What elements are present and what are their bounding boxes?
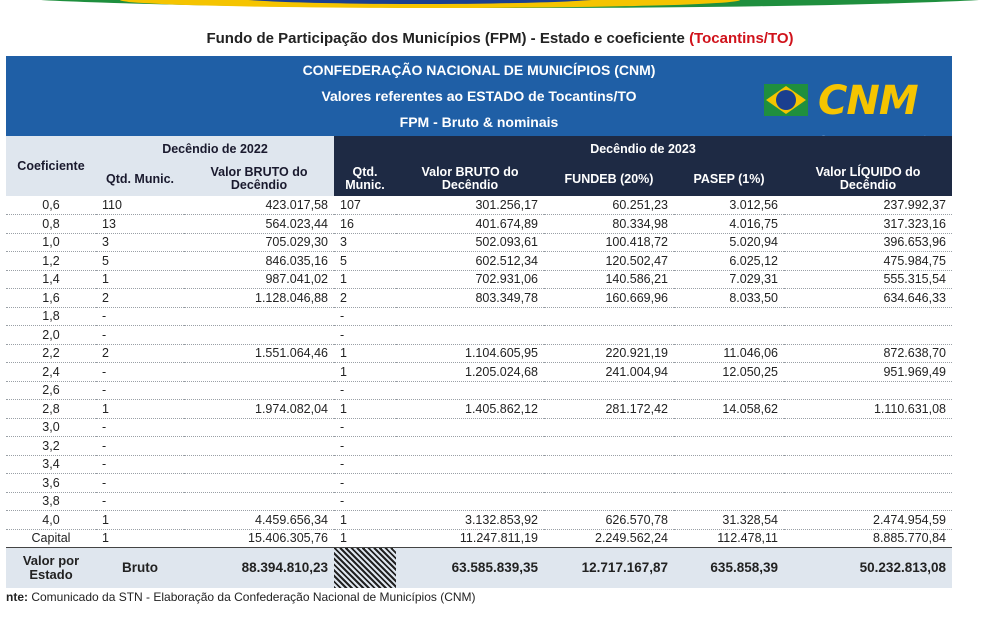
cell-fundeb xyxy=(544,455,674,474)
cell-pasep xyxy=(674,418,784,437)
cell-bruto-2022: 4.459.656,34 xyxy=(184,511,334,530)
cell-qtd-2022: 1 xyxy=(96,270,184,289)
col-header-bruto-2022: Valor BRUTO do Decêndio xyxy=(184,162,334,196)
cell-bruto-2023: 502.093,61 xyxy=(396,233,544,252)
cell-qtd-2022: 1 xyxy=(96,400,184,419)
cell-qtd-2022: - xyxy=(96,492,184,511)
total-row xyxy=(6,548,952,588)
cell-liquido: 317.323,16 xyxy=(784,215,952,234)
table-row xyxy=(6,252,952,271)
cell-bruto-2023 xyxy=(396,418,544,437)
cell-fundeb xyxy=(544,381,674,400)
cell-qtd-2023: - xyxy=(334,307,396,326)
cell-bruto-2022: 987.041,02 xyxy=(184,270,334,289)
total-bruto-2022: 88.394.810,23 xyxy=(184,548,334,588)
cell-bruto-2022 xyxy=(184,363,334,382)
table-row xyxy=(6,511,952,530)
cell-bruto-2023 xyxy=(396,326,544,345)
cell-liquido: 237.992,37 xyxy=(784,196,952,215)
source-note xyxy=(6,590,476,604)
cell-bruto-2023: 401.674,89 xyxy=(396,215,544,234)
header-line-fpm: FPM - Bruto & nominais xyxy=(399,114,559,130)
cell-pasep: 12.050,25 xyxy=(674,363,784,382)
cell-coeficiente: 3,4 xyxy=(6,455,96,474)
cell-pasep: 31.328,54 xyxy=(674,511,784,530)
cell-liquido xyxy=(784,326,952,345)
cell-liquido: 951.969,49 xyxy=(784,363,952,382)
cell-liquido: 1.110.631,08 xyxy=(784,400,952,419)
cell-bruto-2023 xyxy=(396,437,544,456)
cell-coeficiente: 3,0 xyxy=(6,418,96,437)
total-hatched-cell xyxy=(334,548,396,588)
cell-bruto-2023: 1.405.862,12 xyxy=(396,400,544,419)
cell-qtd-2022: 2 xyxy=(96,289,184,308)
cell-coeficiente: Capital xyxy=(6,529,96,548)
table-row xyxy=(6,455,952,474)
col-header-coeficiente: Coeficiente xyxy=(6,136,96,196)
cell-pasep: 6.025,12 xyxy=(674,252,784,271)
cell-liquido: 2.474.954,59 xyxy=(784,511,952,530)
table-row xyxy=(6,233,952,252)
cell-bruto-2022: 15.406.305,76 xyxy=(184,529,334,548)
source-prefix: nte: xyxy=(6,590,28,604)
cell-fundeb xyxy=(544,418,674,437)
cell-qtd-2023: 1 xyxy=(334,400,396,419)
cell-qtd-2022: 5 xyxy=(96,252,184,271)
cell-fundeb: 100.418,72 xyxy=(544,233,674,252)
col-header-qtd-2022: Qtd. Munic. xyxy=(96,162,184,196)
total-fundeb: 12.717.167,87 xyxy=(544,548,674,588)
table-row xyxy=(6,492,952,511)
cell-pasep: 11.046,06 xyxy=(674,344,784,363)
group-header-2022: Decêndio de 2022 xyxy=(96,136,334,162)
cell-bruto-2022: 1.128.046,88 xyxy=(184,289,334,308)
cell-fundeb: 241.004,94 xyxy=(544,363,674,382)
cell-qtd-2022: - xyxy=(96,474,184,493)
table-row xyxy=(6,289,952,308)
cell-qtd-2023: - xyxy=(334,437,396,456)
cell-qtd-2022: - xyxy=(96,363,184,382)
cell-qtd-2023: 3 xyxy=(334,233,396,252)
fpm-table xyxy=(6,136,952,588)
cell-bruto-2022: 1.551.064,46 xyxy=(184,344,334,363)
group-header-2023: Decêndio de 2023 xyxy=(334,136,952,162)
cell-bruto-2022: 846.035,16 xyxy=(184,252,334,271)
cell-fundeb xyxy=(544,307,674,326)
cell-coeficiente: 1,0 xyxy=(6,233,96,252)
cell-qtd-2023: 1 xyxy=(334,529,396,548)
col-header-qtd-2023: Qtd. Munic. xyxy=(334,162,396,196)
cell-bruto-2022 xyxy=(184,437,334,456)
cell-bruto-2022 xyxy=(184,492,334,511)
cell-pasep xyxy=(674,474,784,493)
cell-bruto-2023: 602.512,34 xyxy=(396,252,544,271)
cell-qtd-2023: - xyxy=(334,492,396,511)
cell-qtd-2023: - xyxy=(334,381,396,400)
col-header-liquido: Valor LÍQUIDO do Decêndio xyxy=(784,162,952,196)
col-header-pasep: PASEP (1%) xyxy=(674,162,784,196)
table-row xyxy=(6,381,952,400)
total-label: Valor por Estado xyxy=(6,548,96,588)
cell-liquido: 8.885.770,84 xyxy=(784,529,952,548)
cell-qtd-2022: - xyxy=(96,455,184,474)
cell-bruto-2022: 1.974.082,04 xyxy=(184,400,334,419)
cell-bruto-2023: 1.104.605,95 xyxy=(396,344,544,363)
table-row xyxy=(6,215,952,234)
fpm-table-body xyxy=(6,196,952,548)
cell-qtd-2022: - xyxy=(96,437,184,456)
header-line-state: Valores referentes ao ESTADO de Tocantins/TO xyxy=(321,88,637,104)
cell-fundeb: 626.570,78 xyxy=(544,511,674,530)
cell-liquido: 872.638,70 xyxy=(784,344,952,363)
cell-qtd-2022: 3 xyxy=(96,233,184,252)
cell-qtd-2022: - xyxy=(96,307,184,326)
cell-fundeb xyxy=(544,326,674,345)
cell-bruto-2022: 705.029,30 xyxy=(184,233,334,252)
col-header-bruto-2023: Valor BRUTO do Decêndio xyxy=(396,162,544,196)
header-line-org: CONFEDERAÇÃO NACIONAL DE MUNICÍPIOS (CNM) xyxy=(302,62,656,78)
cell-bruto-2022: 423.017,58 xyxy=(184,196,334,215)
cell-qtd-2023: - xyxy=(334,474,396,493)
cell-qtd-2023: 1 xyxy=(334,511,396,530)
cell-coeficiente: 1,8 xyxy=(6,307,96,326)
cell-bruto-2022 xyxy=(184,474,334,493)
table-row xyxy=(6,344,952,363)
cell-pasep xyxy=(674,381,784,400)
cell-pasep: 7.029,31 xyxy=(674,270,784,289)
cell-fundeb xyxy=(544,437,674,456)
cell-liquido: 396.653,96 xyxy=(784,233,952,252)
cnm-logo-word: CNM xyxy=(818,78,918,124)
cell-pasep xyxy=(674,307,784,326)
table-row xyxy=(6,529,952,548)
cell-coeficiente: 4,0 xyxy=(6,511,96,530)
cell-qtd-2022: - xyxy=(96,381,184,400)
cell-coeficiente: 3,6 xyxy=(6,474,96,493)
table-row xyxy=(6,400,952,419)
cell-coeficiente: 2,8 xyxy=(6,400,96,419)
cell-qtd-2023: 5 xyxy=(334,252,396,271)
cell-qtd-2023: 1 xyxy=(334,344,396,363)
cell-bruto-2022 xyxy=(184,455,334,474)
table-row xyxy=(6,307,952,326)
cell-bruto-2023 xyxy=(396,492,544,511)
cell-coeficiente: 0,6 xyxy=(6,196,96,215)
cell-fundeb xyxy=(544,492,674,511)
cell-coeficiente: 3,2 xyxy=(6,437,96,456)
top-decorative-stripe xyxy=(0,0,1000,14)
cell-qtd-2022: 13 xyxy=(96,215,184,234)
cell-qtd-2023: 16 xyxy=(334,215,396,234)
cell-qtd-2023: 107 xyxy=(334,196,396,215)
cell-bruto-2022: 564.023,44 xyxy=(184,215,334,234)
cell-fundeb: 120.502,47 xyxy=(544,252,674,271)
table-row xyxy=(6,363,952,382)
cell-qtd-2022: 1 xyxy=(96,529,184,548)
cell-pasep: 5.020,94 xyxy=(674,233,784,252)
table-row xyxy=(6,196,952,215)
cell-pasep: 3.012,56 xyxy=(674,196,784,215)
cell-coeficiente: 0,8 xyxy=(6,215,96,234)
cell-bruto-2023 xyxy=(396,307,544,326)
cell-bruto-2023: 3.132.853,92 xyxy=(396,511,544,530)
cell-coeficiente: 3,8 xyxy=(6,492,96,511)
cell-bruto-2023: 702.931,06 xyxy=(396,270,544,289)
cell-bruto-2023 xyxy=(396,474,544,493)
cell-bruto-2022 xyxy=(184,307,334,326)
cell-bruto-2023 xyxy=(396,455,544,474)
cell-liquido xyxy=(784,381,952,400)
cell-bruto-2023: 803.349,78 xyxy=(396,289,544,308)
cell-bruto-2023: 11.247.811,19 xyxy=(396,529,544,548)
cell-fundeb: 220.921,19 xyxy=(544,344,674,363)
cell-qtd-2023: 2 xyxy=(334,289,396,308)
cell-qtd-2023: - xyxy=(334,326,396,345)
cell-coeficiente: 1,2 xyxy=(6,252,96,271)
cell-pasep: 8.033,50 xyxy=(674,289,784,308)
cell-fundeb: 160.669,96 xyxy=(544,289,674,308)
cell-fundeb: 140.586,21 xyxy=(544,270,674,289)
cell-liquido xyxy=(784,455,952,474)
cell-qtd-2022: - xyxy=(96,326,184,345)
cell-liquido: 555.315,54 xyxy=(784,270,952,289)
cell-coeficiente: 2,2 xyxy=(6,344,96,363)
cell-liquido xyxy=(784,492,952,511)
cell-coeficiente: 2,6 xyxy=(6,381,96,400)
cell-pasep: 14.058,62 xyxy=(674,400,784,419)
cell-qtd-2023: - xyxy=(334,455,396,474)
table-row xyxy=(6,474,952,493)
cell-coeficiente: 2,0 xyxy=(6,326,96,345)
cell-qtd-2022: 2 xyxy=(96,344,184,363)
source-text: Comunicado da STN - Elaboração da Confederação Nacional de Municípios (CNM) xyxy=(28,590,476,604)
cell-pasep xyxy=(674,492,784,511)
cell-coeficiente: 1,6 xyxy=(6,289,96,308)
cell-coeficiente: 2,4 xyxy=(6,363,96,382)
cell-pasep xyxy=(674,326,784,345)
cell-qtd-2023: 1 xyxy=(334,363,396,382)
total-bruto-2023: 63.585.839,35 xyxy=(396,548,544,588)
cell-bruto-2022 xyxy=(184,418,334,437)
page-title-state: (Tocantins/TO) xyxy=(689,30,794,47)
cell-liquido xyxy=(784,437,952,456)
col-header-fundeb: FUNDEB (20%) xyxy=(544,162,674,196)
cell-bruto-2022 xyxy=(184,381,334,400)
page-title xyxy=(0,30,1000,47)
table-row xyxy=(6,437,952,456)
cell-liquido xyxy=(784,418,952,437)
cell-liquido: 475.984,75 xyxy=(784,252,952,271)
cell-bruto-2023: 1.205.024,68 xyxy=(396,363,544,382)
cell-bruto-2023: 301.256,17 xyxy=(396,196,544,215)
cell-pasep xyxy=(674,437,784,456)
cell-fundeb: 60.251,23 xyxy=(544,196,674,215)
cell-pasep: 4.016,75 xyxy=(674,215,784,234)
cell-liquido xyxy=(784,474,952,493)
cell-qtd-2022: - xyxy=(96,418,184,437)
cell-liquido: 634.646,33 xyxy=(784,289,952,308)
cell-pasep: 112.478,11 xyxy=(674,529,784,548)
cell-pasep xyxy=(674,455,784,474)
cell-fundeb: 80.334,98 xyxy=(544,215,674,234)
cell-qtd-2022: 110 xyxy=(96,196,184,215)
cell-liquido xyxy=(784,307,952,326)
cell-qtd-2022: 1 xyxy=(96,511,184,530)
table-row xyxy=(6,270,952,289)
cell-coeficiente: 1,4 xyxy=(6,270,96,289)
cell-bruto-2023 xyxy=(396,381,544,400)
total-kind: Bruto xyxy=(96,548,184,588)
cell-qtd-2023: 1 xyxy=(334,270,396,289)
cell-fundeb: 281.172,42 xyxy=(544,400,674,419)
table-row xyxy=(6,326,952,345)
cell-qtd-2023: - xyxy=(334,418,396,437)
table-row xyxy=(6,418,952,437)
cell-fundeb: 2.249.562,24 xyxy=(544,529,674,548)
cell-fundeb xyxy=(544,474,674,493)
total-pasep: 635.858,39 xyxy=(674,548,784,588)
page-title-main: Fundo de Participação dos Municípios (FPM) - Estado e coeficiente xyxy=(206,30,685,47)
total-liquido: 50.232.813,08 xyxy=(784,548,952,588)
cnm-logo xyxy=(758,74,948,134)
cell-bruto-2022 xyxy=(184,326,334,345)
